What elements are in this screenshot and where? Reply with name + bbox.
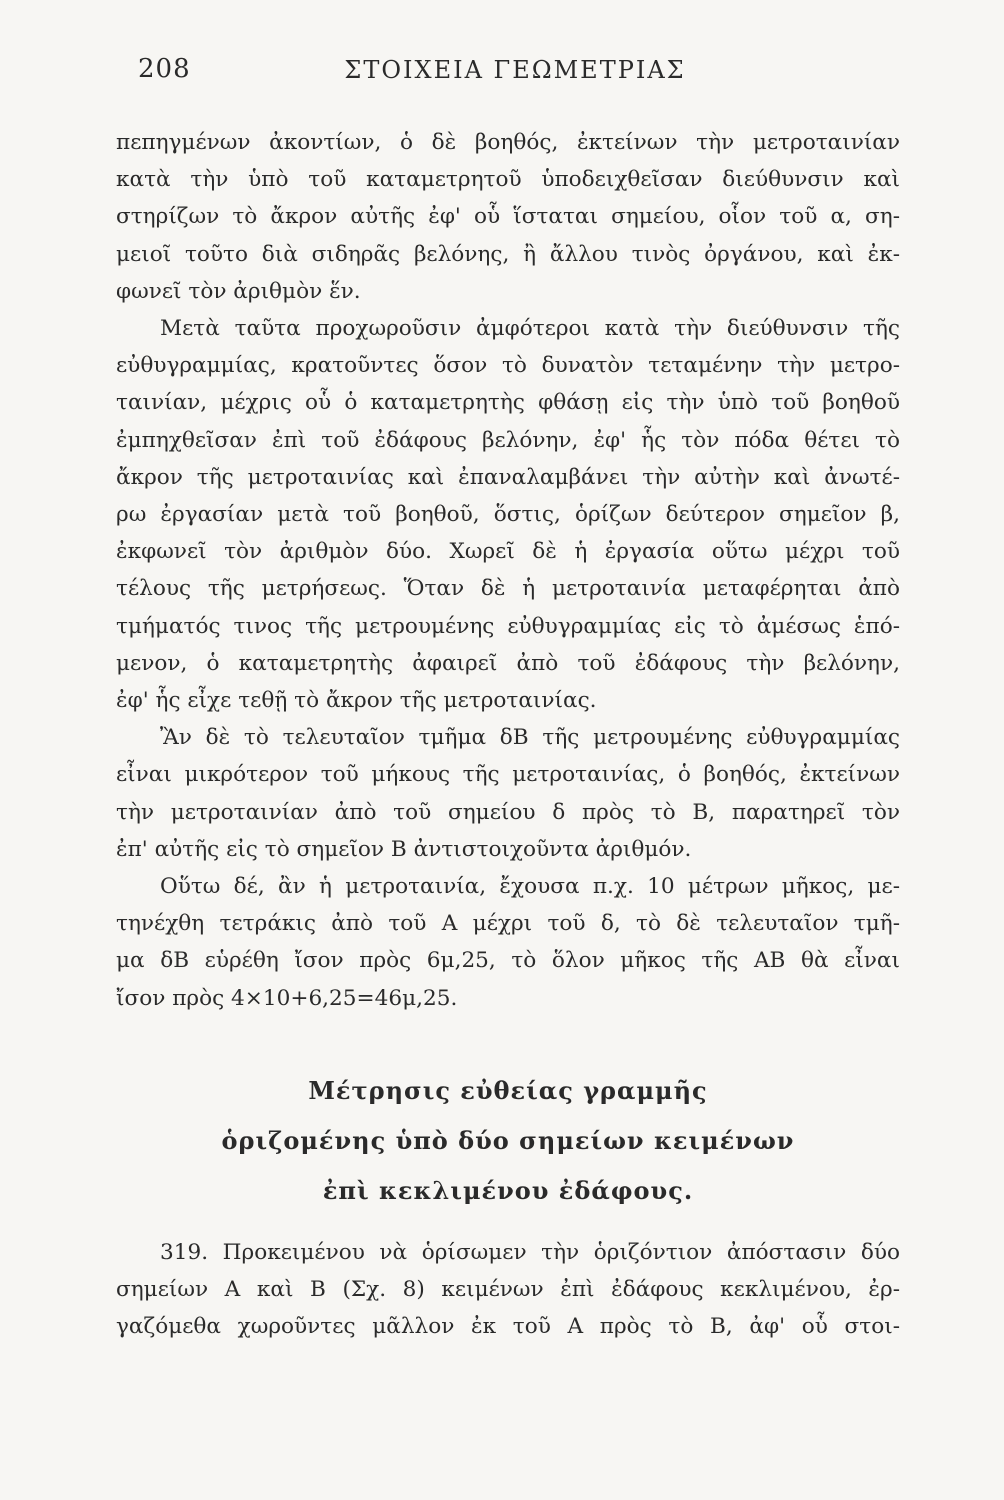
page-header [130, 54, 900, 94]
running-title: ΣΤΟΙΧΕΙΑ ΓΕΩΜΕΤΡΙΑΣ [344, 56, 686, 84]
section-paragraph [116, 1234, 900, 1346]
text-line: Μετὰ ταῦτα προχωροῦσιν ἀμφότεροι κατὰ τὴν διεύθυνσιν τῆς [160, 316, 900, 342]
text-line: Οὕτω δέ, ἂν ἡ μετροταινία, ἔχουσα π.χ. 10 μέτρων μῆκος, με- [160, 874, 900, 900]
text-line: τὴν μετροταινίαν ἀπὸ τοῦ σημείου δ πρὸς τὸ B, παρατηρεῖ τὸν [116, 799, 900, 825]
text-line: κατὰ τὴν ὑπὸ τοῦ καταμετρητοῦ ὑποδειχθεῖσαν διεύθυνσιν καὶ [116, 167, 900, 193]
section-heading-line: Μέτρησις εὐθείας γραμμῆς [308, 1076, 708, 1105]
body-text [116, 124, 900, 1017]
text-line: ἐπ' αὐτῆς εἰς τὸ σημεῖον B ἀντιστοιχοῦντα ἀριθμόν. [116, 836, 692, 862]
text-line: μειοῖ τοῦτο διὰ σιδηρᾶς βελόνης, ἢ ἄλλου τινὸς ὀργάνου, καὶ ἐκ- [116, 241, 900, 267]
text-line: ἴσον πρὸς 4×10+6,25=46μ,25. [116, 985, 458, 1011]
text-line: τμήματός τινος τῆς μετρουμένης εὐθυγραμμίας εἰς τὸ ἀμέσως ἑπό- [116, 613, 900, 639]
text-line: στηρίζων τὸ ἄκρον αὐτῆς ἐφ' οὗ ἵσταται σημείου, οἷον τοῦ α, ση- [116, 204, 900, 230]
text-line: γαζόμεθα χωροῦντες μᾶλλον ἐκ τοῦ A πρὸς τὸ B, ἀφ' οὗ στοι- [116, 1314, 900, 1340]
text-line: τηνέχθη τετράκις ἀπὸ τοῦ A μέχρι τοῦ δ, τὸ δὲ τελευταῖον τμῆ- [116, 911, 900, 937]
text-line: μα δB εὑρέθη ἴσον πρὸς 6μ,25, τὸ ὅλον μῆκος τῆς AB θὰ εἶναι [116, 948, 900, 974]
paragraph [116, 124, 900, 310]
paragraph [116, 310, 900, 719]
text-line: ἐμπηχθεῖσαν ἐπὶ τοῦ ἐδάφους βελόνην, ἐφ' ἧς τὸν πόδα θέτει τὸ [116, 427, 900, 453]
text-line: ἐφ' ἧς εἶχε τεθῇ τὸ ἄκρον τῆς μετροταινίας. [116, 688, 597, 714]
paragraph [116, 719, 900, 868]
section-heading-line: ὁριζομένης ὑπὸ δύο σημείων κειμένων [221, 1126, 795, 1155]
paragraph [116, 868, 900, 1017]
text-line: 319. Προκειμένου νὰ ὁρίσωμεν τὴν ὁριζόντιον ἀπόστασιν δύο [160, 1240, 900, 1265]
text-line: πεπηγμένων ἀκοντίων, ὁ δὲ βοηθός, ἐκτείνων τὴν μετροταινίαν [116, 130, 900, 155]
text-line: ρω ἐργασίαν μετὰ τοῦ βοηθοῦ, ὅστις, ὁρίζων δεύτερον σημεῖον β, [116, 502, 900, 528]
text-line: εὐθυγραμμίας, κρατοῦντες ὅσον τὸ δυνατὸν τεταμένην τὴν μετρο- [116, 353, 900, 379]
text-line: ἄκρον τῆς μετροταινίας καὶ ἐπαναλαμβάνει τὴν αὐτὴν καὶ ἀνωτέ- [116, 464, 900, 490]
text-line: Ἂν δὲ τὸ τελευταῖον τμῆμα δB τῆς μετρουμένης εὐθυγραμμίας [160, 725, 900, 751]
text-line: εἶναι μικρότερον τοῦ μήκους τῆς μετροταινίας, ὁ βοηθός, ἐκτείνων [116, 762, 900, 788]
text-line: σημείων A καὶ B (Σχ. 8) κειμένων ἐπὶ ἐδάφους κεκλιμένου, ἐρ- [116, 1277, 900, 1303]
text-line: φωνεῖ τὸν ἀριθμὸν ἕν. [116, 278, 361, 304]
text-line: ταινίαν, μέχρις οὗ ὁ καταμετρητὴς φθάσῃ εἰς τὴν ὑπὸ τοῦ βοηθοῦ [116, 390, 900, 416]
section-heading-line: ἐπὶ κεκλιμένου ἐδάφους. [322, 1176, 694, 1205]
text-line: τέλους τῆς μετρήσεως. Ὅταν δὲ ἡ μετροταινία μεταφέρηται ἀπὸ [116, 576, 900, 602]
page-number: 208 [138, 54, 191, 84]
text-line: μενον, ὁ καταμετρητὴς ἀφαιρεῖ ἀπὸ τοῦ ἐδάφους τὴν βελόνην, [116, 650, 900, 676]
text-line: ἐκφωνεῖ τὸν ἀριθμὸν δύο. Χωρεῖ δὲ ἡ ἐργασία οὕτω μέχρι τοῦ [116, 539, 900, 565]
